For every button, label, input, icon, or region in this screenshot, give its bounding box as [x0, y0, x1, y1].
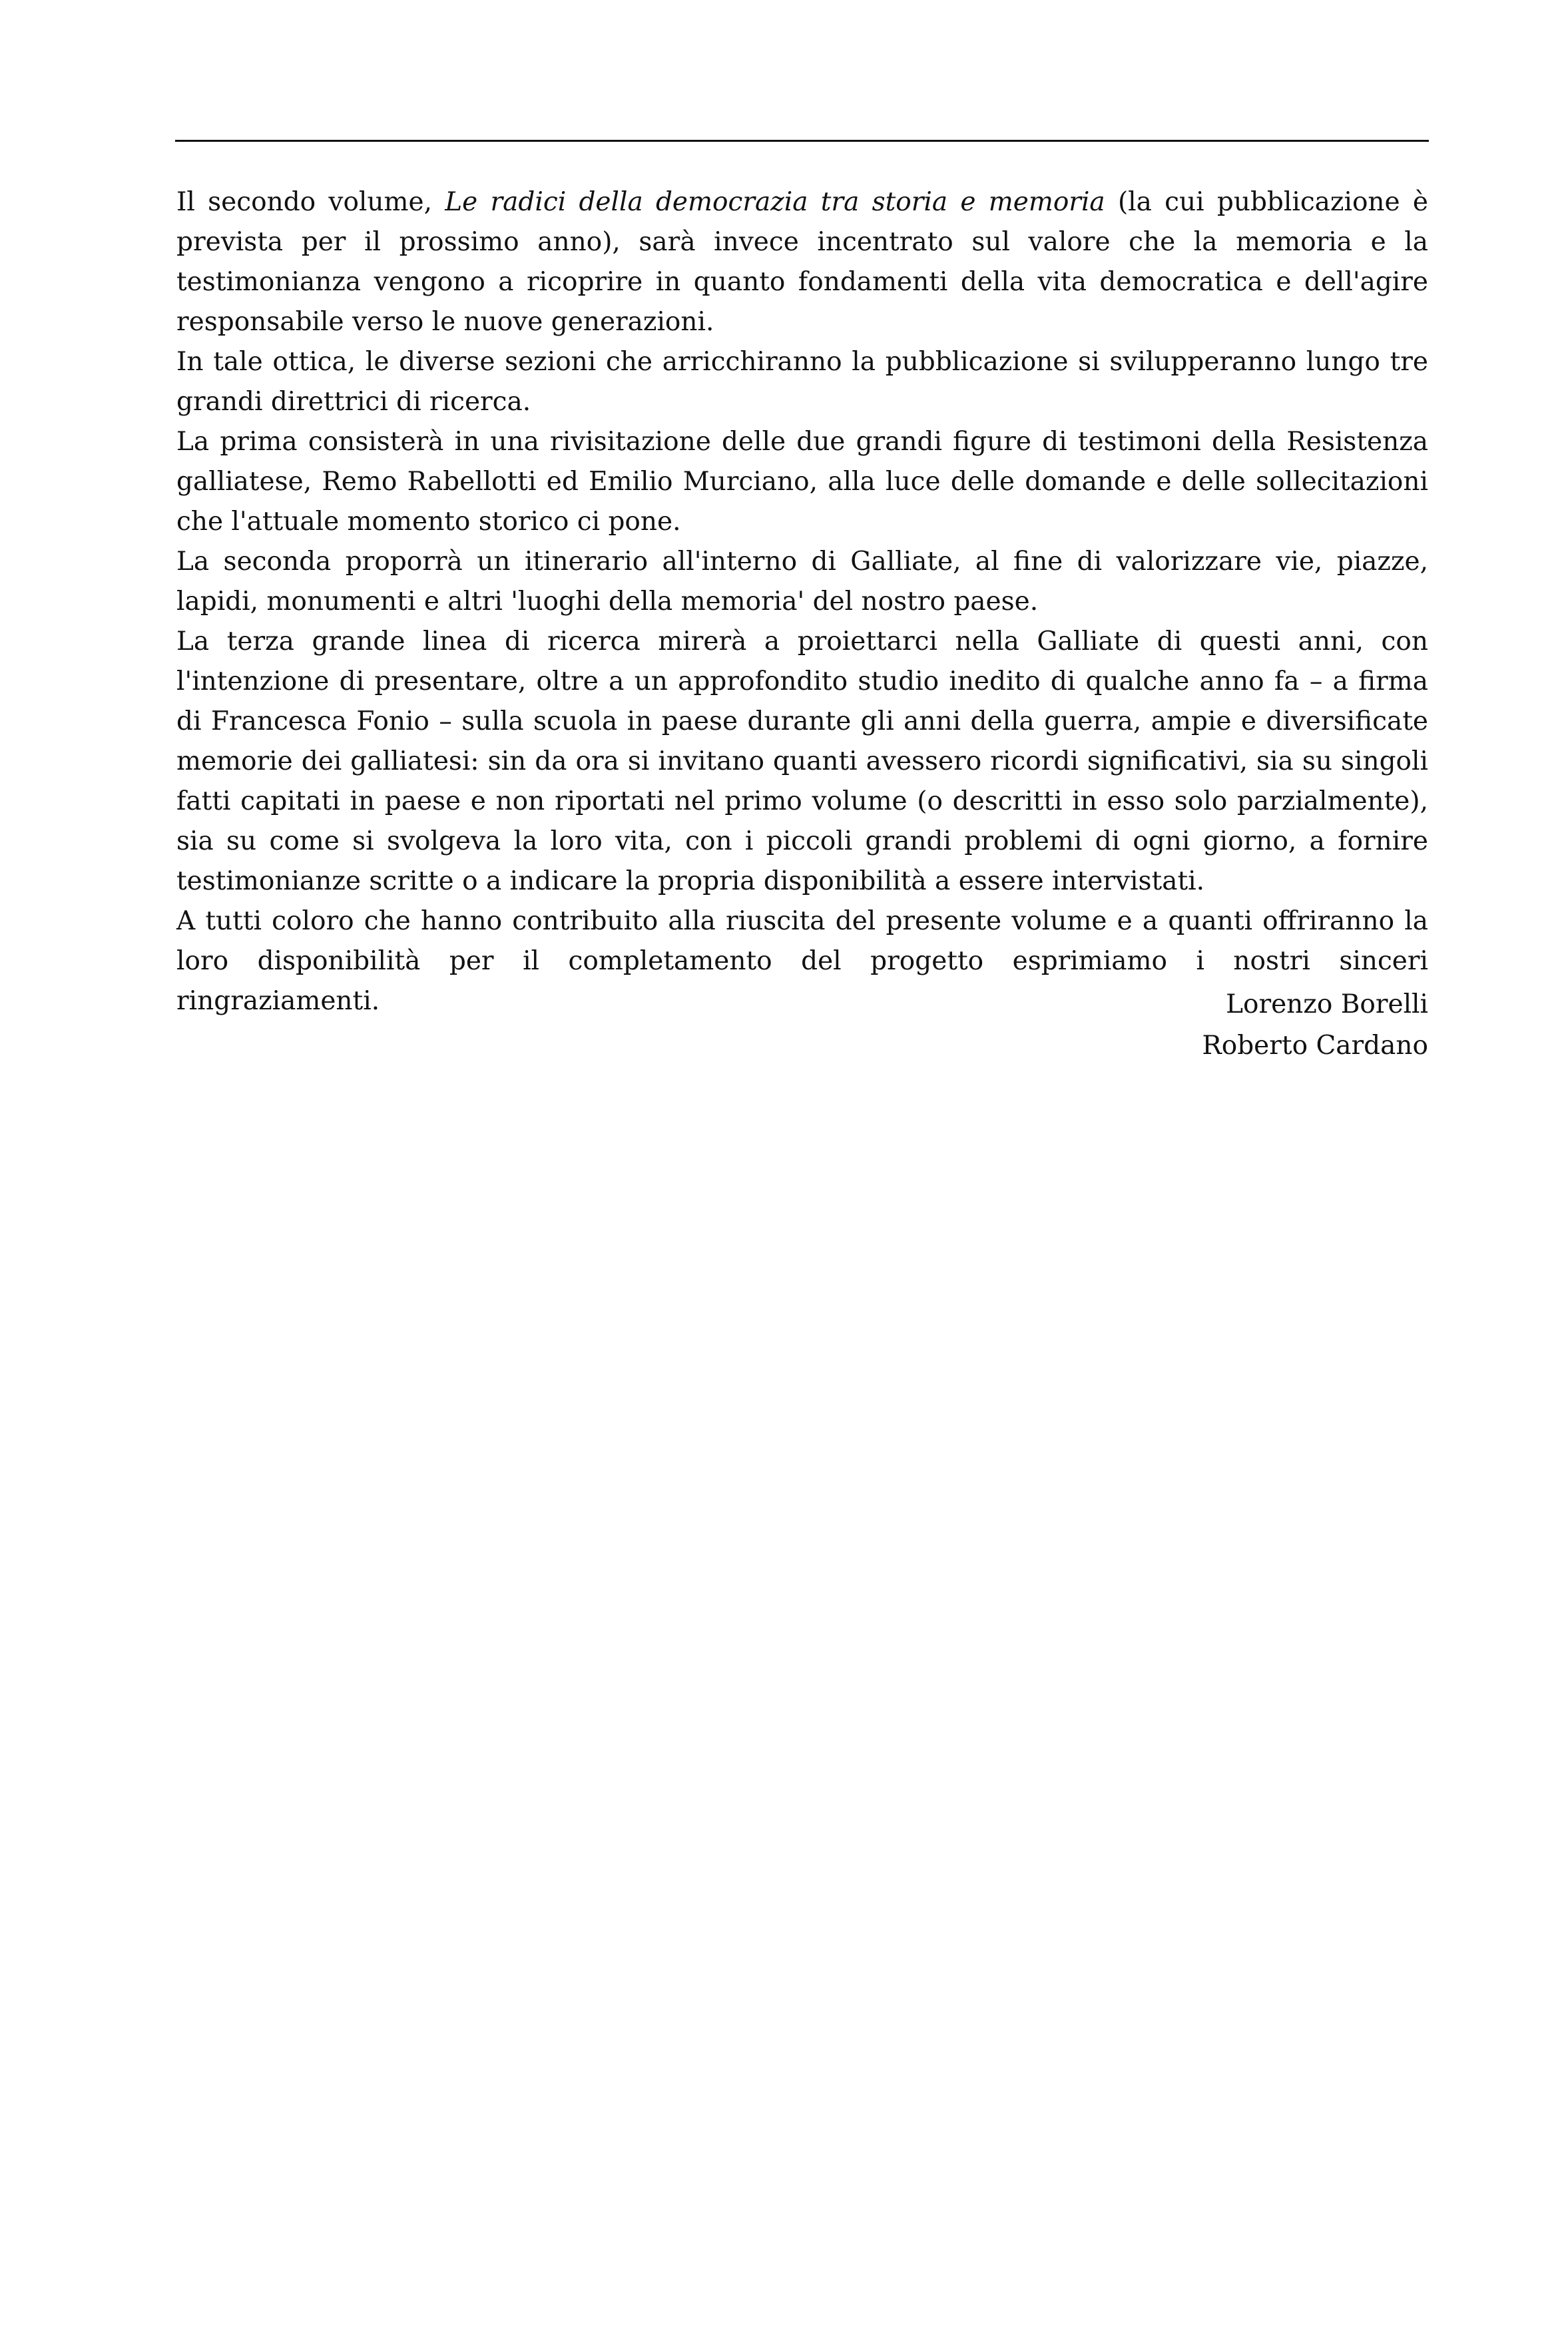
paragraph-thanks: A tutti coloro che hanno contribuito alla riuscita del presente volume e a quanti offriranno la loro disponibilità per il completamento del progetto esprimiamo i nostri sinceri ringraziamenti.	[176, 906, 1428, 1016]
body-text	[176, 182, 1428, 1021]
paragraph-second-direction: La seconda proporrà un itinerario all'interno di Galliate, al fine di valorizzare vie, piazze, lapidi, monumenti e altri 'luoghi della memoria' del nostro paese.	[176, 547, 1428, 617]
paragraph-first-direction: La prima consisterà in una rivisitazione delle due grandi figure di testimoni della Resistenza galliatese, Remo Rabellotti ed Emilio Murciano, alla luce delle domande e delle sollecitazioni che l'attuale momento storico ci pone.	[176, 427, 1428, 537]
signature-roberto-cardano: Roberto Cardano	[1202, 1031, 1428, 1061]
top-horizontal-rule	[175, 140, 1429, 142]
paragraph-third-direction: La terza grande linea di ricerca mirerà a proiettarci nella Galliate di questi anni, con l'intenzione di presentare, oltre a un approfondito studio inedito di qualche anno fa – a firma di Francesca Fonio – sulla scuola in paese durante gli anni della guerra, ampie e diversificate memorie dei galliatesi: sin da ora si invitano quanti avessero ricordi significativi, sia su singoli fatti capitati in paese e non riportati nel primo volume (o descritti in esso solo parzialmente), sia su come si svolgeva la loro vita, con i piccoli grandi problemi di ogni giorno, a fornire testimonianze scritte o a indicare la propria disponibilità a essere intervistati.	[176, 627, 1428, 896]
paragraph-intro-rest: (la cui pubblicazione è prevista per il prossimo anno), sarà invece incentrato sul valore che la memoria e la testimonianza vengono a ricoprire in quanto fondamenti della vita democratica e dell'agire responsabile verso le nuove generazioni.	[176, 187, 1428, 337]
paragraph-directions: In tale ottica, le diverse sezioni che arricchiranno la pubblicazione si svilupperanno lungo tre grandi direttrici di ricerca.	[176, 347, 1428, 417]
paragraph-intro-lead: Il secondo volume,	[176, 187, 445, 217]
signature-block	[1202, 984, 1428, 1067]
signature-lorenzo-borelli: Lorenzo Borelli	[1226, 989, 1428, 1019]
paragraph-intro	[176, 182, 1428, 342]
book-title: Le radici della democrazia tra storia e memoria	[445, 187, 1105, 217]
